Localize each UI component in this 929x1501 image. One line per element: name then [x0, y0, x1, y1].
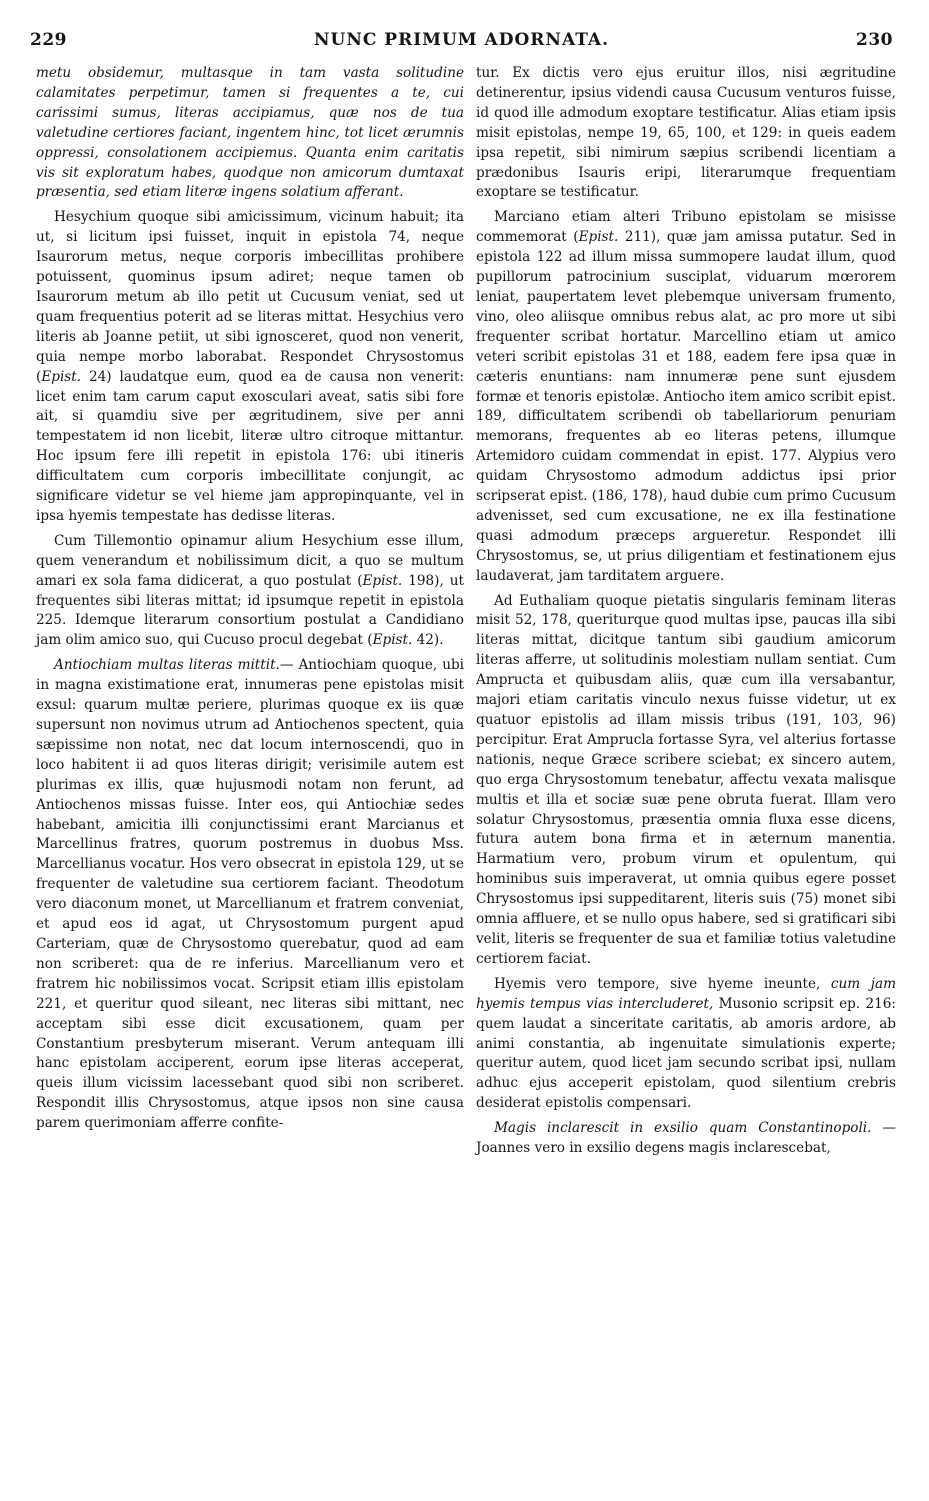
paragraph: tur. Ex dictis vero ejus eruitur illos, nisi ægritudine detinerentur, ipsius videndi causa Cucusum venturos fuisse, id quod ille admodum exoptare testificatur. Alias etiam ipsis misit epistolas, nempe 19, 65, 100, et 129: in queis eadem ipsa repetit, sibi nimirum sæpius scribendi licentiam a prædonibus Isauris eripi, literarumque frequentiam exoptare se testificatur.: [476, 65, 896, 201]
quotation: cum jam hyemis tempus vias intercluderet,: [476, 975, 896, 1012]
text-run: 211), quæ jam amissa putatur. Sed in epistola 122 ad illum missa summopere laudat illum, quod pupillorum patrocinium susciplat, viduarum mœrorem leniat, paupertatem levet plebemque universam frumento, vino, oleo aliisque omnibus rebus alat, ac pro more ut sibi frequenter scribat hortatur. Marcellino etiam ut amico veteri scribit epistolas 31 et 188, eadem fere ipsa quæ in cæteris enuntians: nam innumeræ pene sunt ejusdem formæ et tenoris epistolæ. Antiocho item amico scribit epist. 189, difficultatem scribendi ob tabellariorum penuriam memorans, frequentes ab eo literas petens, illumque Artemidoro cuidam commendat in epist. 177. Alypius vero quidam Chrysostomo admodum addictus ipsi prior scripserat epist. (186, 178), haud dubie cum primo Cucusum advenisset, sed cum excusatione, ne ex illa festinatione quasi admodum præceps argueretur. Respondet illi Chrysostomus, se, ut prius diligentiam et festinationem ejus laudaverat, jam tarditatem arguere.: [476, 229, 897, 584]
citation: Epist.: [362, 572, 403, 589]
text-run: — Antiochiam quoque, ubi in magna existimatione erat, innumeras pene epistolas misit exsul: quarum multæ periere, plurimas quoque ex iis quæ supersunt non novimus utrum ad Antiochenos spectent, quia sæpissime non notat, nec dat locum internoscendi, quo in loco habitent ii ad quos literas dirigit; verisimile autem est plurimas ex illis, quæ hujusmodi notam non ferunt, ad Antiochenos missas fuisse. Inter eos, qui Antiochiæ sedes habebant, amicitia illi conjunctissimi erant Marcianus et Marcellinus fratres, quorum postremus in duobus Mss. Marcellianus vocatur. Hos vero obsecrat in epistola 129, ut se frequenter de valetudine sua certiorem faciant. Theodotum vero diaconum monet, ut Marcellianum et fratrem conveniat, et apud eos id agat, ut Chrysostomum purgent apud Carteriam, quæ de Chrysostomo querebatur, quod ad eam non scriberet: qua de re inferius. Marcellianum vero et fratrem hic nobilissimos vocat. Scripsit etiam illis epistolam 221, et queritur quod sileant, nec literas sibi mittant, nec acceptam sibi esse dicit excusationem, quam per Constantium presbyterum miserant. Verum antequam illi hanc epistolam acciperent, eorum ipse literas acceperat, queis illum vicissim lacessebant quod sibi non scriberet. Respondit illis Chrysostomus, atque ipsos non sine causa parem querimoniam afferre confite-: [36, 657, 464, 1132]
section-heading: Magis inclarescit in exsilio quam Constantinopoli.: [494, 1120, 872, 1137]
paragraph: [476, 1119, 896, 1159]
text-run: Hesychium quoque sibi amicissimum, vicinum habuit; ita ut, si licitum ipsi fuisset, inquit in epistola 74, neque Isaurorum metus, neque corporis imbecillitas prohibere potuissent, quominus ipsum adiret; neque tamen ob Isaurorum metum ab illo petit ut Cucusum veniat, sed ut quam frequentius poterit ad se literas mittat. Hesychius vero literis ab Joanne petiit, ut sibi ignosceret, quod non venerit, quia nempe morbo laborabat. Respondet Chrysostomus (: [36, 209, 464, 385]
text-run: 42).: [412, 632, 444, 649]
page-number-left: 229: [30, 30, 67, 50]
paragraph: Ad Euthaliam quoque pietatis singularis feminam literas misit 52, 178, queriturque quod multas ipse, paucas illa sibi literas mittat, dicitque tantum sibi gaudium amicorum literas afferre, ut solitudinis molestiam nullam sentiat. Cum Ampructa et quibusdam aliis, quæ cum illa versabantur, majori etiam caritatis vinculo nexus fuisse videtur, ut ex quatuor epistolis ad illam missis tribus (191, 103, 96) percipitur. Erat Amprucla fortasse Syra, vel alterius fortasse nationis, neque Græce scribere sciebat; ex sincero autem, quo erga Chrysostomum tenebatur, affectu vexata malisque multis et illa et sociæ suæ pene obruta fuerat. Illam vero solatur Chrysostomus, præsentia omnia fluxa esse dicens, futura autem bona firma et in æternum manentia. Harmatium vero, probum virum et opulentum, qui hominibus suis imperaverat, ut omnia quibus egere posset Chrysostomus ipsi suppeditarent, literis suis (75) monet sibi omnia affluere, et se nullo opus habere, sed si gratificari sibi velit, literis se frequenter de sua et familiæ totius valetudine certiorem faciat.: [476, 592, 896, 967]
paragraph: [476, 208, 896, 586]
text-run: 198), ut frequentes sibi literas mittat; id ipsumque repetit in epistola 225. Idemque literarum consortium postulat a Candidiano jam olim amico suo, qui Cucuso procul degebat (: [36, 572, 464, 649]
section-heading: Antiochiam multas literas mittit.: [54, 657, 280, 674]
paragraph: [36, 532, 464, 651]
text-run: Musonio scripsit ep. 216: quem laudat a sinceritate caritatis, ab amoris ardore, ab animi constantia, ab ingenuitate simulationis experte; queritur autem, quod licet jam secundo scribat ipsi, nullam adhuc ejus acceperit epistolam, quod silentium crebris desiderat epistolis compensari.: [476, 995, 896, 1112]
text-run: Cum Tillemontio opinamur alium Hesychium esse illum, quem venerandum et nobilissimum dicit, a quo se multum amari ex sola fama didicerat, a quo postulat (: [36, 532, 464, 589]
right-column: [476, 64, 896, 1164]
text-run: Hyemis vero tempore, sive hyeme ineunte,: [494, 975, 831, 992]
page-number-right: 230: [856, 30, 893, 50]
running-header: [30, 30, 893, 56]
running-title: NUNC PRIMUM ADORNATA.: [313, 30, 610, 50]
text-run: — Joannes vero in exsilio degens magis inclarescebat,: [476, 1120, 896, 1157]
citation: Epist.: [578, 229, 619, 246]
text-run: 24) laudatque eum, quod ea de causa non venerit: licet enim tam carum caput exosculari aveat, satis sibi fore ait, si quamdiu sive per ægritudinem, sive per anni tempestatem id non licebit, literæ ultro citroque mittantur. Hoc ipsum fere illi repetit in epistola 176: ubi itineris difficultatem cum corporis imbecillitate conjungit, ac significare videtur se vel hieme jam appropinquante, vel in ipsa hyemis tempestate has dedisse literas.: [36, 368, 464, 524]
paragraph: metu obsidemur, multasque in tam vasta solitudine calamitates perpetimur, tamen si frequentes a te, cui carissimi sumus, literas accipiamus, quæ nos de tua valetudine certiores faciant, ingentem hinc, tot licet ærumnis oppressi, consolationem accipiemus. Quanta enim caritatis vis sit exploratum habes, quodque non amicorum dumtaxat præsentia, sed etiam literæ ingens solatium afferant.: [36, 65, 464, 201]
citation: Epist.: [41, 368, 82, 385]
text-run: Marciano etiam alteri Tribuno epistolam se misisse commemorat (: [476, 209, 896, 246]
paragraph: [36, 656, 464, 1134]
paragraph: [476, 975, 896, 1114]
left-column: [36, 64, 464, 1139]
citation: Epist.: [372, 632, 413, 649]
paragraph: [36, 208, 464, 527]
